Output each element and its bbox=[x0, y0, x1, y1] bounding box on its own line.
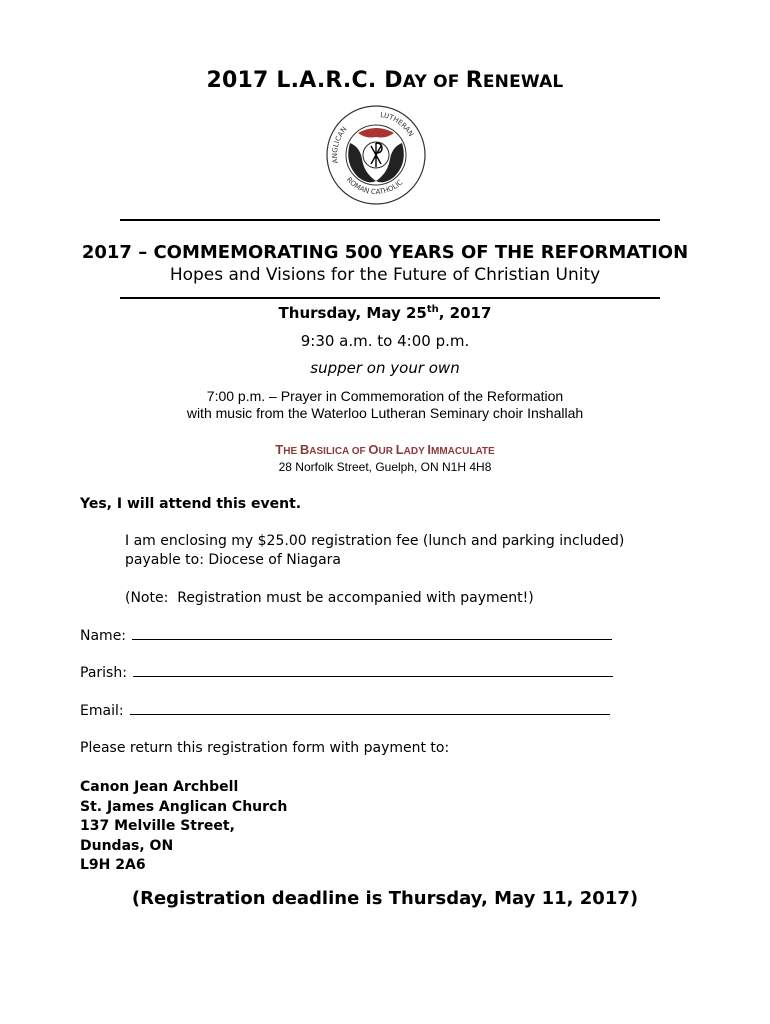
venue-b: B bbox=[299, 442, 310, 457]
parish-field-row bbox=[80, 664, 613, 681]
venue-name bbox=[0, 442, 770, 457]
registration-deadline: (Registration deadline is Thursday, May 11, 2017) bbox=[131, 888, 639, 909]
divider-bottom bbox=[120, 297, 660, 299]
return-address-line-5: L9H 2A6 bbox=[80, 857, 146, 873]
title-ay: AY bbox=[402, 72, 427, 92]
venue-asilica: ASILICA OF bbox=[309, 446, 369, 457]
email-field[interactable] bbox=[130, 702, 610, 715]
return-address-line-2: St. James Anglican Church bbox=[80, 798, 288, 815]
title-prefix: 2017 L.A.R.C. bbox=[206, 68, 385, 93]
supper-note: supper on your own bbox=[310, 359, 460, 377]
venue-ur: UR bbox=[378, 446, 396, 457]
date-main: Thursday, May 25 bbox=[278, 304, 427, 322]
venue-address: 28 Norfolk Street, Guelph, ON N1H 4H8 bbox=[278, 460, 492, 474]
logo-ring-roman-catholic: ROMAN CATHOLIC bbox=[344, 175, 405, 197]
title-enewal: ENEWAL bbox=[482, 72, 564, 92]
venue-i: I bbox=[427, 442, 432, 457]
venue-o: O bbox=[368, 442, 379, 457]
divider-top bbox=[120, 219, 660, 221]
venue-he: HE bbox=[283, 446, 300, 457]
date-suffix: th bbox=[426, 304, 439, 315]
return-address-line-4: Dundas, ON bbox=[80, 837, 174, 854]
fee-line-2: payable to: Diocese of Niagara bbox=[125, 552, 341, 568]
venue-ady: ADY bbox=[403, 446, 428, 457]
parish-field[interactable] bbox=[133, 664, 613, 677]
return-address-line-1: Canon Jean Archbell bbox=[80, 779, 239, 795]
larc-logo bbox=[324, 103, 428, 207]
return-address bbox=[80, 778, 287, 876]
venue-l: L bbox=[395, 442, 404, 457]
name-field-row bbox=[80, 627, 612, 644]
name-label: Name: bbox=[80, 628, 127, 644]
subtitle-hopes: Hopes and Visions for the Future of Christian Unity bbox=[169, 265, 601, 285]
return-instructions: Please return this registration form with payment to: bbox=[80, 740, 450, 756]
email-field-row bbox=[80, 702, 610, 719]
title-r: R bbox=[465, 68, 483, 93]
parish-label: Parish: bbox=[80, 665, 127, 681]
logo-ring-anglican: ANGLICAN bbox=[331, 125, 349, 164]
venue-t: T bbox=[275, 442, 284, 457]
attend-statement: Yes, I will attend this event. bbox=[80, 496, 302, 512]
subtitle-reformation: 2017 – COMMEMORATING 500 YEARS OF THE REFORMATION bbox=[81, 242, 689, 263]
prayer-line-1: 7:00 p.m. – Prayer in Commemoration of the Reformation bbox=[206, 388, 564, 404]
title-d: D bbox=[384, 68, 403, 93]
fee-line-1: I am enclosing my $25.00 registration fee (lunch and parking included) bbox=[125, 533, 625, 549]
return-address-line-3: 137 Melville Street, bbox=[80, 818, 235, 834]
email-label: Email: bbox=[80, 703, 124, 719]
event-date bbox=[0, 304, 770, 322]
date-year: , 2017 bbox=[438, 304, 492, 322]
payment-note: (Note: Registration must be accompanied with payment!) bbox=[125, 590, 534, 606]
logo-ring-lutheran: LUTHERAN bbox=[379, 111, 415, 139]
venue-mmaculate: MMACULATE bbox=[431, 446, 495, 457]
event-time: 9:30 a.m. to 4:00 p.m. bbox=[300, 332, 470, 350]
page-title bbox=[0, 68, 770, 93]
name-field[interactable] bbox=[132, 627, 612, 640]
title-of: OF bbox=[426, 72, 466, 92]
prayer-line-2: with music from the Waterloo Lutheran Seminary choir Inshallah bbox=[186, 405, 584, 421]
